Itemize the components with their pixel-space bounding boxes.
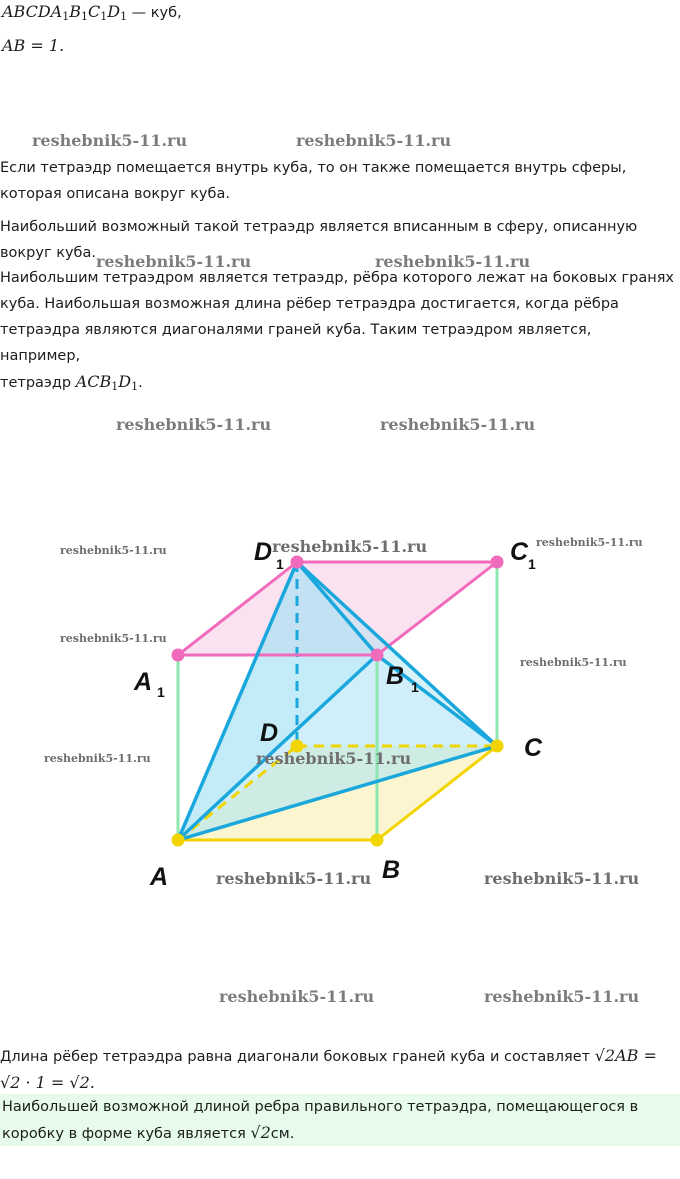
paragraph-3-line-4 — [0, 369, 676, 400]
answer-box — [0, 1094, 680, 1146]
paragraph-4-prefix: Длина рёбер тетраэдра равна диагонали боковых граней куба и составляет — [0, 1049, 595, 1065]
label-a1-sub: 1 — [157, 684, 165, 700]
cube-suffix: — куб, — [127, 5, 182, 21]
vertex-a1 — [172, 649, 185, 662]
vertex-d1 — [291, 556, 304, 569]
vertex-b — [371, 834, 384, 847]
watermark: reshebnik5-11.ru — [116, 415, 272, 434]
watermark: reshebnik5-11.ru — [32, 131, 188, 150]
watermark: reshebnik5-11.ru — [60, 544, 167, 557]
cube-name-d: D — [107, 2, 121, 21]
answer-prefix: коробку в форме куба является — [2, 1126, 251, 1142]
watermark: reshebnik5-11.ru — [484, 987, 640, 1006]
watermark: reshebnik5-11.ru — [520, 656, 627, 669]
paragraph-3-line-3: тетраэдра являются диагоналями граней куба. Таким тетраэдром является, например, — [0, 322, 592, 364]
label-a: A — [150, 863, 169, 891]
watermark: reshebnik5-11.ru — [296, 131, 452, 150]
watermark: reshebnik5-11.ru — [216, 869, 372, 888]
watermark: reshebnik5-11.ru — [44, 752, 151, 765]
ab-equation: AB = 1. — [2, 36, 65, 55]
answer-value: √2 — [250, 1123, 271, 1142]
paragraph-4-expr-1: √2AB = — [594, 1046, 657, 1065]
watermark: reshebnik5-11.ru — [272, 537, 428, 556]
watermark: reshebnik5-11.ru — [380, 415, 536, 434]
label-d: D — [260, 719, 279, 747]
paragraph-2: Наибольший возможный такой тетраэдр является вписанным в сферу, описанную вокруг куба. — [0, 219, 638, 261]
label-c1: C — [510, 538, 529, 566]
label-c1-sub: 1 — [528, 556, 536, 572]
paragraph-4-line-2: √2 · 1 = √2. — [0, 1073, 95, 1092]
paragraph-4 — [0, 1043, 676, 1096]
vertex-c1 — [491, 556, 504, 569]
cube-name-b: B — [69, 2, 81, 21]
paragraph-3-prefix: тетраэдр — [0, 375, 76, 391]
watermark: reshebnik5-11.ru — [60, 632, 167, 645]
label-d1-sub: 1 — [276, 556, 284, 572]
watermark: reshebnik5-11.ru — [484, 869, 640, 888]
paragraph-3-line-1: Наибольшим тетраэдром является тетраэдр, рёбра которого лежат на боковых гранях — [0, 270, 675, 286]
label-b: B — [382, 856, 401, 884]
cube-tetrahedron-figure — [0, 520, 680, 900]
paragraph-3-line-2: куба. Наибольшая возможная длина рёбер тетраэдра достигается, когда рёбра — [0, 296, 619, 312]
answer-line-2 — [0, 1120, 680, 1147]
answer-unit: см. — [270, 1126, 295, 1142]
tetrahedron-name: $ACB_1D_1$ — [75, 372, 139, 393]
cube-name-c: C — [88, 2, 101, 21]
paragraph-1: Если тетраэдр помещается внутрь куба, то он также помещается внутрь сферы, которая описана вокруг куба. — [0, 160, 627, 202]
label-a1: A — [134, 668, 153, 696]
watermark: reshebnik5-11.ru — [256, 749, 412, 768]
tetra-d: D — [118, 372, 132, 391]
tetra-acb: ACB — [75, 372, 112, 391]
vertex-c — [491, 740, 504, 753]
paragraph-3-end: . — [138, 375, 143, 391]
label-b1: B — [386, 662, 405, 690]
answer-line-1: Наибольшей возможной длиной ребра правильного тетраэдра, помещающегося в — [2, 1099, 639, 1115]
vertex-a — [172, 834, 185, 847]
watermark: reshebnik5-11.ru — [536, 536, 643, 549]
watermark: reshebnik5-11.ru — [375, 252, 531, 271]
cube-name: ABCDA — [2, 2, 63, 21]
paragraph-4-line-1 — [0, 1043, 676, 1070]
label-d1: D — [254, 538, 273, 566]
label-c: C — [524, 734, 543, 762]
cube-definition: $ABCDA_1B_1C_1D_1$ — куб, — [2, 2, 182, 23]
label-b1-sub: 1 — [411, 679, 419, 695]
paragraph-3 — [0, 265, 676, 400]
vertex-b1 — [371, 649, 384, 662]
watermark: reshebnik5-11.ru — [96, 252, 252, 271]
watermark: reshebnik5-11.ru — [219, 987, 375, 1006]
